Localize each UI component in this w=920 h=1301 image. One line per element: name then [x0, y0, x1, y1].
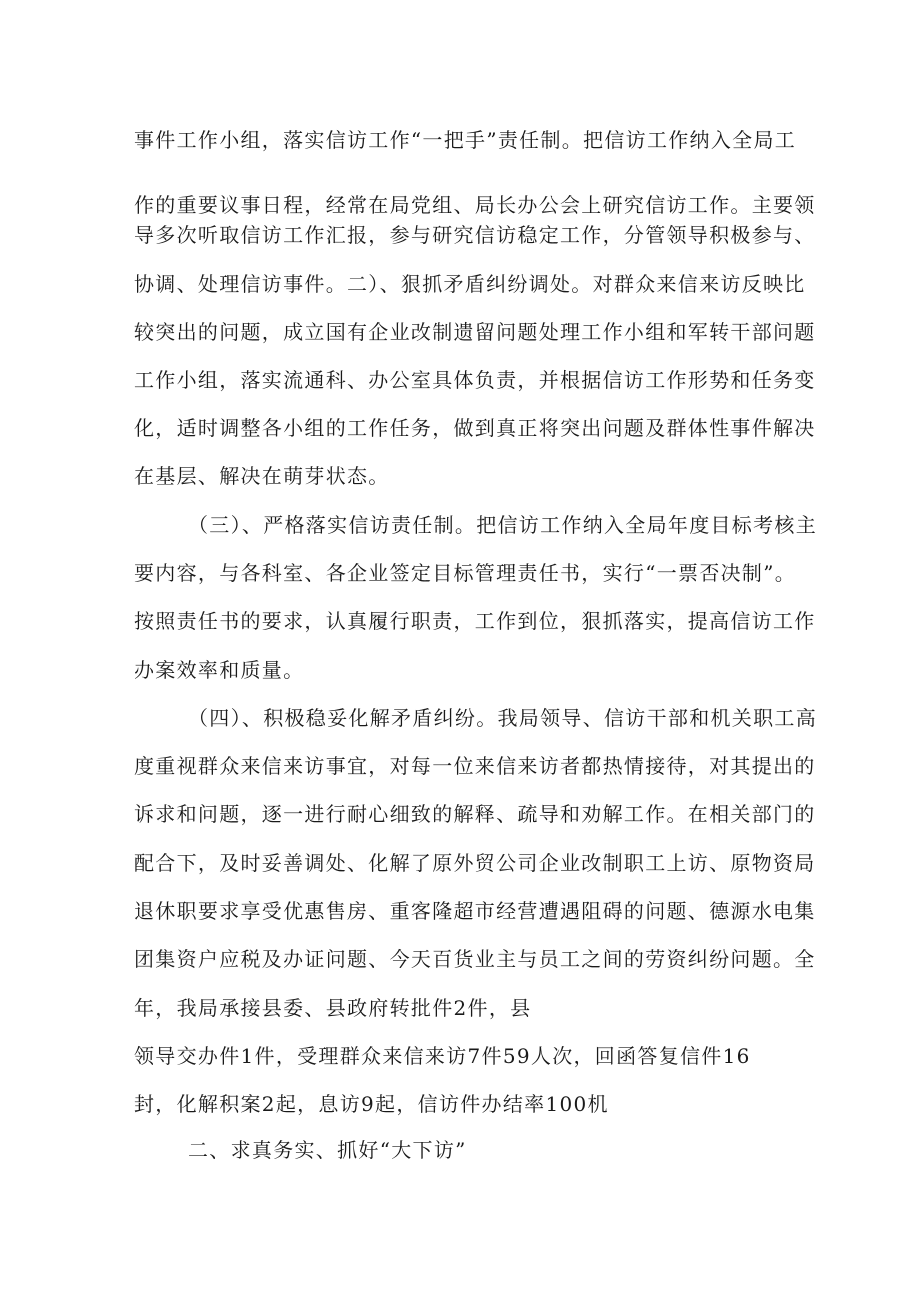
text-line: 封，化解积案2起，息访9起，信访件办结率100机: [134, 1092, 609, 1116]
text-line: 配合下，及时妥善调处、化解了原外贸公司企业改制职工上访、原物资局: [134, 851, 816, 875]
text-line: 事件工作小组，落实信访工作“一把手”责任制。把信访工作纳入全局工: [134, 128, 797, 152]
section-heading: 二、求真务实、抓好“大下访”: [188, 1138, 467, 1162]
text-line: 导多次听取信访工作汇报，参与研究信访稳定工作，分管领导积极参与、: [134, 223, 816, 247]
paragraph-3-first-line: （三）、严格落实信访责任制。把信访工作纳入全局年度目标考核主: [188, 513, 817, 537]
text-line: 年，我局承接县委、县政府转批件2件，县: [134, 996, 532, 1020]
text-line: 团集资户应税及办证问题、今天百货业主与员工之间的劳资纠纷问题。全: [134, 947, 816, 971]
text-line: 工作小组，落实流通科、办公室具体负责，并根据信访工作形势和任务变: [134, 368, 816, 392]
text-line: 作的重要议事日程，经常在局党组、局长办公会上研究信访工作。主要领: [134, 193, 816, 217]
text-line: 诉求和问题，逐一进行耐心细致的解释、疏导和劝解工作。在相关部门的: [134, 802, 816, 826]
text-line: 要内容，与各科室、各企业签定目标管理责任书，实行“一票否决制”。: [134, 561, 797, 585]
text-line: 化，适时调整各小组的工作任务，做到真正将突出问题及群体性事件解决: [134, 416, 816, 440]
text-line: 在基层、解决在萌芽状态。: [134, 464, 390, 488]
text-line: 退休职要求享受优惠售房、重客隆超市经营遭遇阻碍的问题、德源水电集: [134, 899, 816, 923]
paragraph-4-first-line: （四）、积极稳妥化解矛盾纠纷。我局领导、信访干部和机关职工高: [188, 706, 817, 730]
text-line: 较突出的问题，成立国有企业改制遗留问题处理工作小组和军转干部问题: [134, 320, 816, 344]
text-line: 领导交办件1件，受理群众来信来访7件59人次，回函答复信件16: [134, 1044, 751, 1068]
text-line: 按照责任书的要求，认真履行职责，工作到位，狠抓落实，提高信访工作: [134, 609, 816, 633]
text-line: 协调、处理信访事件。二）、狠抓矛盾纠纷调处。对群众来信来访反映比: [134, 272, 806, 296]
text-line: 度重视群众来信来访事宜，对每一位来信来访者都热情接待，对其提出的: [134, 754, 816, 778]
text-line: 办案效率和质量。: [134, 658, 305, 682]
